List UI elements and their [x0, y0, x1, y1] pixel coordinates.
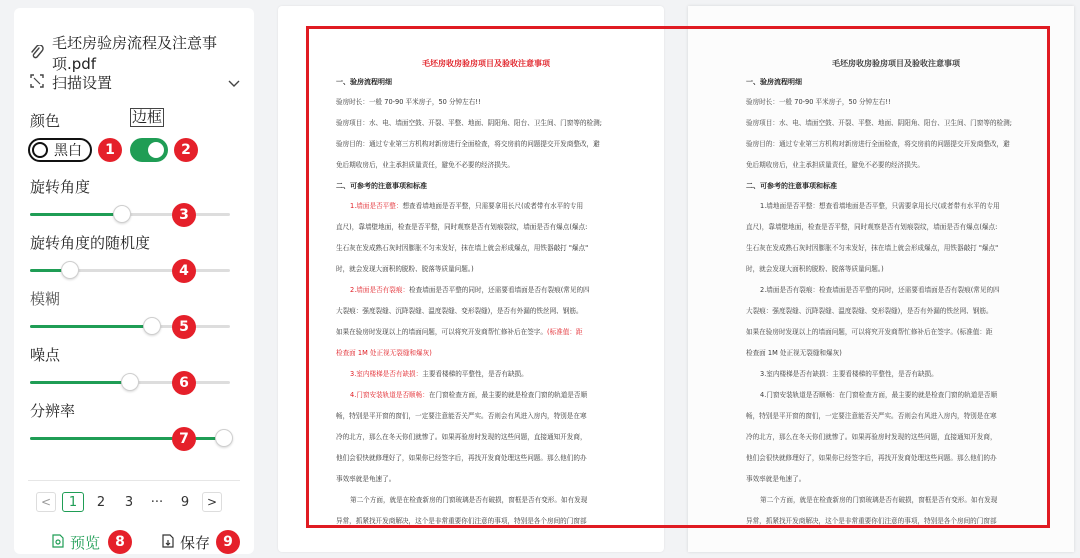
page-number[interactable]: 9 [180, 494, 190, 510]
border-label: 边框 [132, 108, 163, 126]
doc-line: 异常，抓紧找开发商解决，这个是非常重要你们注意的事项，特别是各个房间的门窗部 [746, 517, 997, 525]
step-badge-1: 1 [98, 138, 122, 162]
step-badge-7: 7 [172, 427, 196, 451]
doc-line: 验房时长：一般 70-90 平米房子，50 分钟左右!! [336, 98, 481, 106]
rotation-slider[interactable] [30, 204, 230, 224]
doc-line: 直尺)，靠墙壁地面，检查是否平整，同时观察是否有划痕裂纹，墙面是否有爆点(爆点: [746, 223, 998, 231]
doc-line: 检查面 1M 处正视无裂缝和爆灰) [746, 349, 842, 357]
doc-line: 直尺)，靠墙壁地面，检查是否平整，同时观察是否有划痕裂纹，墙面是否有爆点(爆点: [336, 223, 588, 231]
slider-thumb[interactable] [113, 205, 131, 223]
doc-line: 免后期收房后，业主承担质量责任，避免不必要的经济损失。 [746, 161, 925, 169]
doc-line: 冷的北方，那么在冬天你们就惨了。如果再验房时发现的这些问题，直接通知开发商， [336, 433, 587, 441]
doc-section-1: 一、验房流程明细 [746, 78, 802, 86]
toggle-knob [148, 142, 164, 158]
step-badge-8: 8 [108, 530, 132, 554]
doc-section-2: 二、可参考的注意事项和标准 [746, 182, 837, 190]
doc-highlight: 1.墙面是否平整： [350, 202, 403, 210]
step-badge-9: 9 [216, 530, 240, 554]
doc-line: 异常，抓紧找开发商解决，这个是非常重要你们注意的事项，特别是各个房间的门窗部 [336, 517, 587, 525]
doc-line: 时，就会发现大面积的脱粉、脱落等质量问题。) [336, 265, 474, 273]
document-preview [278, 6, 1074, 554]
slider-fill [30, 213, 122, 216]
preview-icon [52, 534, 64, 552]
doc-line: 验房项目：水、电、墙面空鼓、开裂、平整、地面、阴阳角、阳台、卫生间、门窗等的检测; [746, 119, 1012, 127]
doc-line: 如果在验房时发现以上的墙面问题，可以将究开发商帮忙修补后在签字。(标准值：距 [336, 328, 583, 336]
doc-highlight: 3.室内楼梯是否有缺损： [350, 370, 423, 378]
bw-toggle-label: 黑白 [54, 143, 82, 159]
paperclip-icon [30, 45, 44, 61]
slider-thumb[interactable] [143, 317, 161, 335]
toggle-knob [32, 142, 48, 158]
border-toggle[interactable] [130, 138, 168, 162]
doc-title: 毛坯房收房验房项目及验收注意事项 [832, 59, 960, 68]
save-label: 保存 [180, 534, 211, 552]
doc-line: 3.室内楼梯是否有缺损：主要看楼梯的平整性，是否有缺损。 [350, 370, 528, 378]
doc-line: 检查面 1M 处正视无裂缝和爆灰) [336, 349, 432, 357]
doc-line: 生石灰在发成熟石灰时因膨胀不匀未发好，抹在墙上就会形成爆点，用铁器敲打 "爆点" [336, 244, 589, 252]
doc-line: 免后期收房后，业主承担质量责任，避免不必要的经济损失。 [336, 161, 515, 169]
scanned-document-text [746, 56, 1046, 532]
chevron-down-icon[interactable] [228, 73, 240, 92]
scan-settings-label: 扫描设置 [52, 74, 113, 92]
doc-line: 畅，特别是平开窗的窗们，一定要注意能否关严实。否则会有风进入房内，特别是在寒 [336, 412, 587, 420]
resolution-slider[interactable] [30, 428, 230, 448]
doc-line: 大裂痕：强度裂缝、沉降裂缝、温度裂缝、变形裂缝)，是否有外漏的铁丝网、钢筋。 [336, 307, 583, 315]
page-number[interactable]: 1 [62, 492, 84, 512]
bw-toggle[interactable] [28, 138, 92, 162]
step-badge-3: 3 [172, 203, 196, 227]
next-page-button[interactable]: > [202, 492, 222, 512]
save-button[interactable] [162, 532, 210, 553]
doc-line: 冷的北方，那么在冬天你们就惨了。如果再验房时发现的这些问题，直接通知开发商， [746, 433, 997, 441]
slider-thumb[interactable] [215, 429, 233, 447]
page-number[interactable]: 2 [96, 494, 106, 510]
doc-line: 第二个方面，就是在检查新房的门窗玻璃是否有破损，窗框是否有变形。如有发现 [760, 496, 998, 504]
doc-section-2: 二、可参考的注意事项和标准 [336, 182, 427, 190]
prev-page-button[interactable]: < [36, 492, 56, 512]
doc-line: 他们会很快就修理好了，如果你已经签字后，再找开发商处理这些问题。那么他们的办 [336, 454, 587, 462]
doc-line: 3.室内楼梯是否有缺损：主要看楼梯的平整性，是否有缺损。 [760, 370, 938, 378]
step-badge-6: 6 [172, 371, 196, 395]
preview-button[interactable] [52, 532, 100, 553]
doc-title: 毛坯房收房验房项目及验收注意事项 [422, 59, 550, 68]
doc-line: 畅，特别是平开窗的窗们，一定要注意能否关严实。否则会有风进入房内，特别是在寒 [746, 412, 997, 420]
doc-line: 2.墙面是否有裂痕：检查墙面是否平整的同时，还需要看墙面是否有裂痕(常见的四 [350, 286, 590, 294]
slider-fill [30, 325, 152, 328]
color-label: 颜色 [30, 112, 61, 130]
doc-line: 他们会很快就修理好了，如果你已经签字后，再找开发商处理这些问题。那么他们的办 [746, 454, 997, 462]
doc-line: 验房项目：水、电、墙面空鼓、开裂、平整、地面、阴阳角、阳台、卫生间、门窗等的检测; [336, 119, 602, 127]
scan-settings-header[interactable] [30, 72, 240, 93]
original-document-text [336, 56, 636, 532]
doc-line: 第二个方面，就是在检查新房的门窗玻璃是否有破损，窗框是否有变形。如有发现 [350, 496, 588, 504]
rotation-label: 旋转角度 [30, 178, 91, 196]
blur-slider[interactable] [30, 316, 230, 336]
doc-highlight: 2.墙面是否有裂痕： [350, 286, 410, 294]
doc-line: 大裂痕：强度裂缝、沉降裂缝、温度裂缝、变形裂缝)，是否有外漏的铁丝网、钢筋。 [746, 307, 993, 315]
preview-label: 预览 [70, 534, 101, 552]
doc-section-1: 一、验房流程明细 [336, 78, 392, 86]
doc-line: 验房目的：通过专业第三方机构对新房进行全面检查，将交房前的问题提交开发商整改，避 [746, 140, 1010, 148]
pagination [36, 492, 222, 512]
doc-line: 1.墙地面是否平整：想查看墙地面是否平整，只需要拿用长尺(或者带有水平的专用 [760, 202, 1000, 210]
blur-label: 模糊 [30, 290, 61, 308]
page-ellipsis[interactable]: ··· [150, 494, 164, 510]
divider [28, 480, 240, 481]
doc-line: 验房时长：一般 70-90 平米房子，50 分钟左右!! [746, 98, 891, 106]
slider-thumb[interactable] [121, 373, 139, 391]
settings-panel [14, 8, 254, 554]
slider-thumb[interactable] [61, 261, 79, 279]
doc-line: 事效率就是龟速了。 [746, 475, 806, 483]
save-icon [162, 534, 174, 552]
doc-line: 时，就会发现大面积的脱粉、脱落等质量问题。) [746, 265, 884, 273]
step-badge-4: 4 [172, 259, 196, 283]
resolution-label: 分辨率 [30, 402, 76, 420]
doc-line: 2.墙面是否有裂痕：检查墙面是否平整的同时，还需要看墙面是否有裂痕(常见的四 [760, 286, 1000, 294]
doc-line: 生石灰在发成熟石灰时因膨胀不匀未发好，抹在墙上就会形成爆点，用铁器敲打 "爆点" [746, 244, 999, 252]
doc-line: 事效率就是龟速了。 [336, 475, 396, 483]
slider-fill [30, 381, 130, 384]
step-badge-2: 2 [174, 138, 198, 162]
doc-line: 1.墙面是否平整：想查看墙地面是否平整，只需要拿用长尺(或者带有水平的专用 [350, 202, 584, 210]
doc-line: 验房目的：通过专业第三方机构对新房进行全面检查，将交房前的问题提交开发商整改，避 [336, 140, 600, 148]
doc-line: 4.门窗安装轨道是否顺畅：在门窗检查方面，最主要的就是检查门窗的轨道是否顺 [350, 391, 588, 399]
doc-line: 如果在验房时发现以上的墙面问题，可以将究开发商帮忙修补后在签字。(标准值：距 [746, 328, 993, 336]
noise-slider[interactable] [30, 372, 230, 392]
step-badge-5: 5 [172, 315, 196, 339]
file-row [30, 32, 254, 74]
scan-icon [30, 73, 44, 92]
doc-highlight: 4.门窗安装轨道是否顺畅： [350, 391, 429, 399]
doc-line: 4.门窗安装轨道是否顺畅：在门窗检查方面，最主要的就是检查门窗的轨道是否顺 [760, 391, 998, 399]
rotation-random-label: 旋转角度的随机度 [30, 234, 151, 252]
file-name: 毛坯房验房流程及注意事项.pdf [52, 34, 218, 73]
noise-label: 噪点 [30, 346, 61, 364]
rotation-random-slider[interactable] [30, 260, 230, 280]
page-number[interactable]: 3 [124, 494, 134, 510]
